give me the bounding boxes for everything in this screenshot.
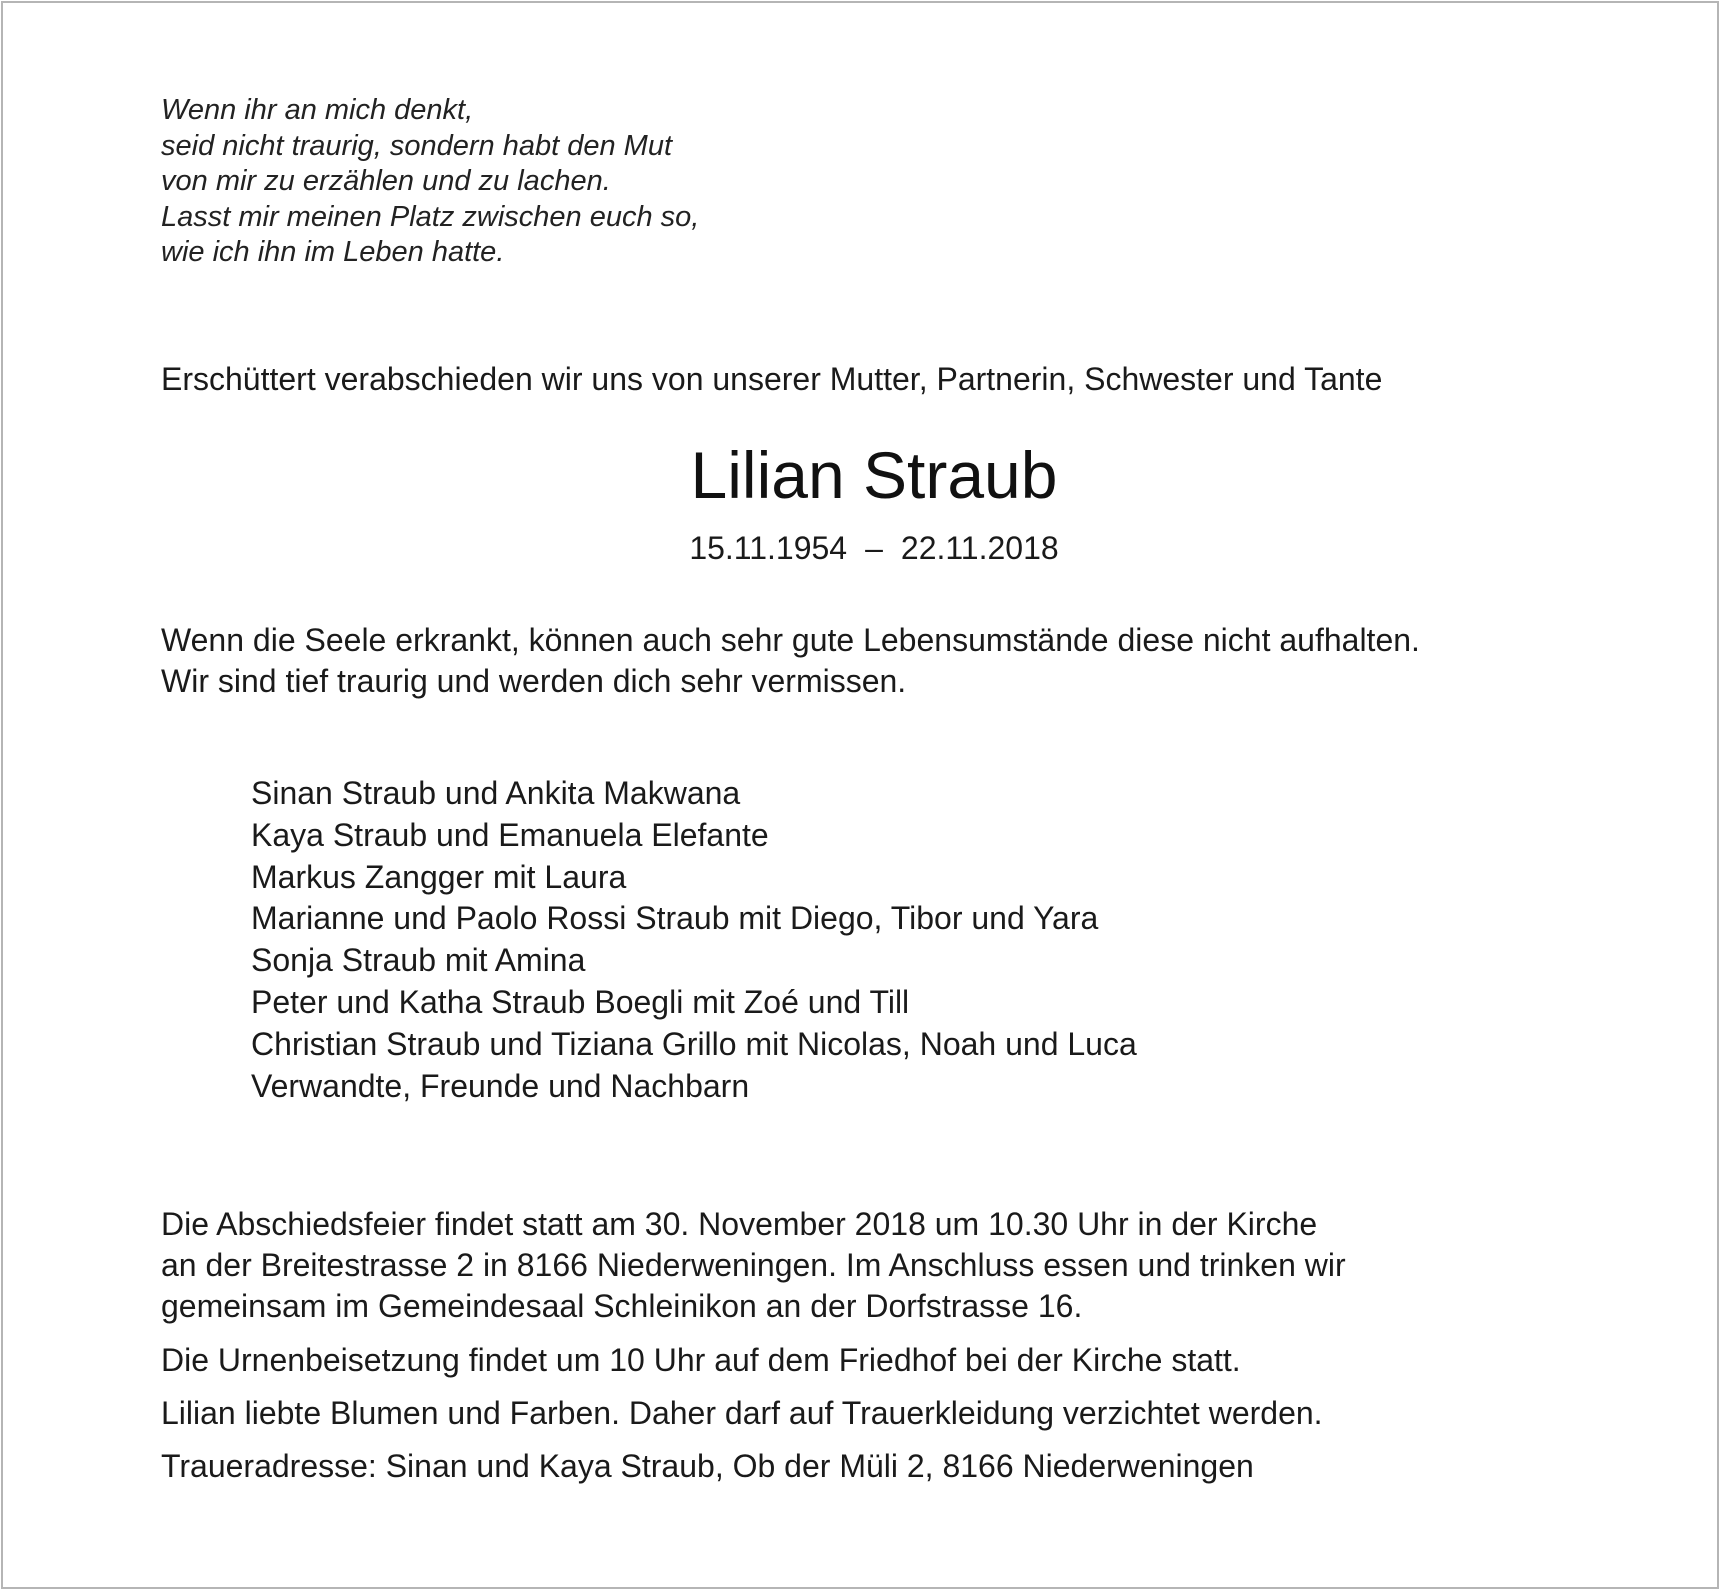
mourner-entry: Christian Straub und Tiziana Grillo mit Nicolas, Noah und Luca: [251, 1025, 1137, 1062]
deceased-name: Lilian Straub: [690, 438, 1058, 512]
death-date: 22.11.2018: [900, 530, 1059, 566]
dress-code-note: Lilian liebte Blumen und Farben. Daher darf auf Trauerkleidung verzichtet werden.: [161, 1395, 1323, 1431]
message-line: Wenn die Seele erkrankt, können auch sehr gute Lebensumstände diese nicht aufhalten.: [161, 622, 1420, 658]
ceremony-info: [161, 1204, 1346, 1327]
message: [161, 620, 1420, 702]
poem-line: seid nicht traurig, sondern habt den Mut: [161, 129, 673, 162]
mourner-entry: Marianne und Paolo Rossi Straub mit Diego, Tibor und Yara: [251, 900, 1099, 937]
date-separator: –: [865, 530, 883, 566]
mourner-entry: Verwandte, Freunde und Nachbarn: [251, 1067, 750, 1104]
birth-date: 15.11.1954: [689, 530, 848, 566]
mourner-entry: Peter und Katha Straub Boegli mit Zoé und Till: [251, 983, 910, 1020]
urn-burial-note: Die Urnenbeisetzung findet um 10 Uhr auf dem Friedhof bei der Kirche statt.: [161, 1342, 1241, 1378]
ceremony-line: gemeinsam im Gemeindesaal Schleinikon an der Dorfstrasse 16.: [161, 1288, 1083, 1324]
mourner-entry: Markus Zangger mit Laura: [251, 858, 627, 895]
mourners-list: [251, 773, 1137, 1107]
intro-text: Erschüttert verabschieden wir uns von unserer Mutter, Partnerin, Schwester und Tante: [161, 361, 1383, 397]
mourner-entry: Kaya Straub und Emanuela Elefante: [251, 816, 769, 853]
obituary-frame: [1, 1, 1719, 1589]
poem-line: Lasst mir meinen Platz zwischen euch so,: [161, 200, 700, 233]
mourner-entry: Sinan Straub und Ankita Makwana: [251, 775, 741, 811]
poem-line: von mir zu erzählen und zu lachen.: [161, 165, 611, 197]
ceremony-line: Die Abschiedsfeier findet statt am 30. November 2018 um 10.30 Uhr in der Kirche: [161, 1206, 1318, 1242]
mourner-entry: Sonja Straub mit Amina: [251, 942, 586, 979]
poem: [161, 93, 699, 271]
poem-line: wie ich ihn im Leben hatte.: [161, 236, 505, 268]
message-line: Wir sind tief traurig und werden dich sehr vermissen.: [161, 663, 907, 699]
life-dates: [3, 528, 1724, 568]
ceremony-line: an der Breitestrasse 2 in 8166 Niederweningen. Im Anschluss essen und trinken wir: [161, 1247, 1346, 1283]
poem-line: Wenn ihr an mich denkt,: [161, 94, 474, 126]
mourning-address: Traueradresse: Sinan und Kaya Straub, Ob der Müli 2, 8166 Niederweningen: [161, 1448, 1254, 1484]
